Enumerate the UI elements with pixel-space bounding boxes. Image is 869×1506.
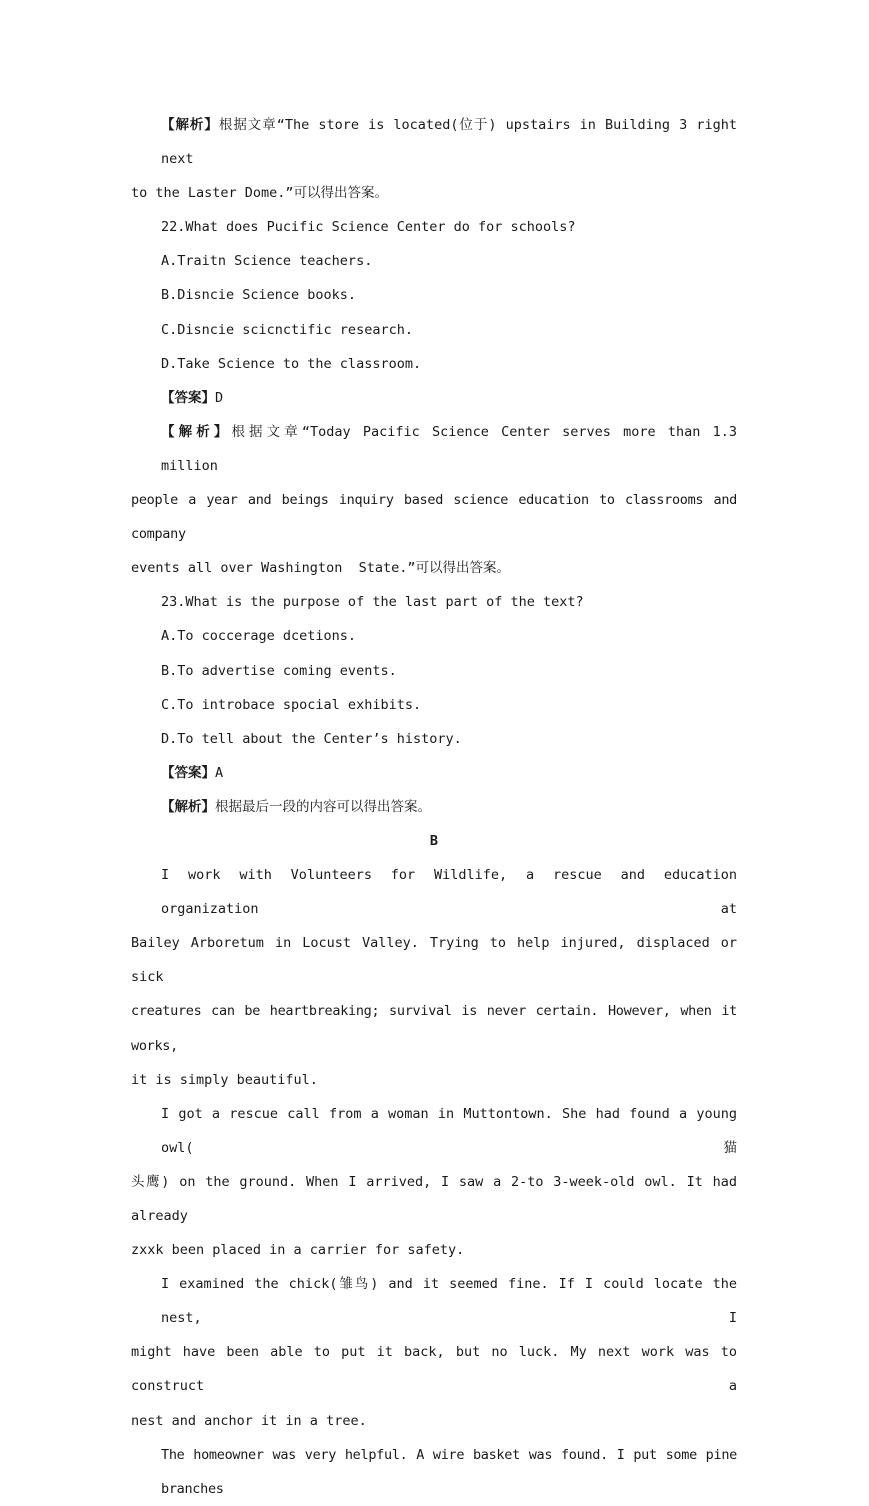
section-label: 【解析】 — [161, 117, 219, 133]
line-text: 根据文章“The store is located(位于) upstairs in Building 3 right next — [161, 117, 746, 168]
line-text: C.To introbace spocial exhibits. — [161, 696, 422, 713]
line-text: The homeowner was very helpful. A wire basket was found. I put some pine branches — [161, 1446, 745, 1497]
text-line — [131, 551, 737, 585]
line-text: people a year and beings inquiry based science education to classrooms and company — [131, 492, 745, 543]
text-line — [131, 1165, 746, 1233]
text-line — [131, 108, 746, 176]
text-line — [131, 176, 737, 210]
text-line — [131, 585, 737, 619]
text-line — [131, 790, 737, 824]
line-text: might have been able to put it back, but no luck. My next work was to construct a — [131, 1344, 746, 1395]
text-line — [131, 244, 737, 278]
line-text: 根据文章“Today Pacific Science Center serves more than 1.3 million — [161, 423, 746, 474]
text-line — [131, 415, 746, 483]
document-body — [131, 108, 746, 1506]
section-label: 【解析】 — [161, 423, 232, 440]
line-text: I work with Volunteers for Wildlife, a rescue and education organization at — [161, 867, 746, 918]
line-text: 头鹰) on the ground. When I arrived, I saw a 2-to 3-week-old owl. It had already — [131, 1173, 746, 1224]
text-line — [131, 688, 737, 722]
text-line — [131, 381, 737, 415]
text-line — [131, 926, 746, 994]
line-text: D.To tell about the Center’s history. — [161, 730, 462, 747]
line-text: D.Take Science to the classroom. — [161, 355, 422, 372]
text-line — [131, 1233, 737, 1267]
text-line — [131, 1404, 737, 1438]
line-text: B.To advertise coming events. — [161, 662, 397, 679]
line-text: 23.What is the purpose of the last part of the text? — [161, 594, 584, 611]
line-text: A.Traitn Science teachers. — [161, 253, 373, 270]
text-line — [131, 483, 745, 551]
line-text: it is simply beautiful. — [131, 1071, 318, 1088]
text-line — [131, 313, 737, 347]
section-heading — [131, 824, 737, 858]
section-label: 【答案】 — [161, 389, 215, 406]
text-line — [131, 722, 737, 756]
line-text: to the Laster Dome.”可以得出答案。 — [131, 185, 389, 202]
text-line — [131, 347, 737, 381]
text-line — [131, 1063, 737, 1097]
line-text: A.To coccerage dcetions. — [161, 628, 357, 645]
text-line — [131, 210, 737, 244]
text-line — [131, 994, 745, 1062]
line-text: nest and anchor it in a tree. — [131, 1412, 367, 1429]
text-line — [131, 1335, 746, 1403]
text-line — [131, 756, 737, 790]
section-label: 【解析】 — [161, 798, 215, 815]
text-line — [131, 654, 737, 688]
line-text: D — [215, 389, 224, 406]
text-line — [131, 619, 737, 653]
line-text: creatures can be heartbreaking; survival is never certain. However, when it works, — [131, 1003, 745, 1054]
text-line — [131, 1438, 745, 1506]
line-text: A — [215, 764, 224, 781]
line-text: B — [429, 832, 439, 849]
section-label: 【答案】 — [161, 764, 215, 781]
text-line — [131, 1267, 746, 1335]
line-text: events all over Washington State.”可以得出答案。 — [131, 560, 510, 577]
text-line — [131, 1097, 746, 1165]
line-text: C.Disncie scicnctific research. — [161, 321, 413, 338]
text-line — [131, 278, 737, 312]
line-text: B.Disncie Science books. — [161, 287, 357, 304]
line-text: 22.What does Pucific Science Center do for schools? — [161, 219, 576, 236]
line-text: I got a rescue call from a woman in Muttontown. She had found a young owl(猫 — [161, 1105, 746, 1156]
line-text: I examined the chick(雏鸟) and it seemed fine. If I could locate the nest, I — [161, 1276, 746, 1327]
text-line — [131, 858, 746, 926]
line-text: zxxk been placed in a carrier for safety. — [131, 1242, 465, 1259]
line-text: 根据最后一段的内容可以得出答案。 — [215, 798, 431, 815]
line-text: Bailey Arboretum in Locust Valley. Trying to help injured, displaced or sick — [131, 935, 746, 986]
